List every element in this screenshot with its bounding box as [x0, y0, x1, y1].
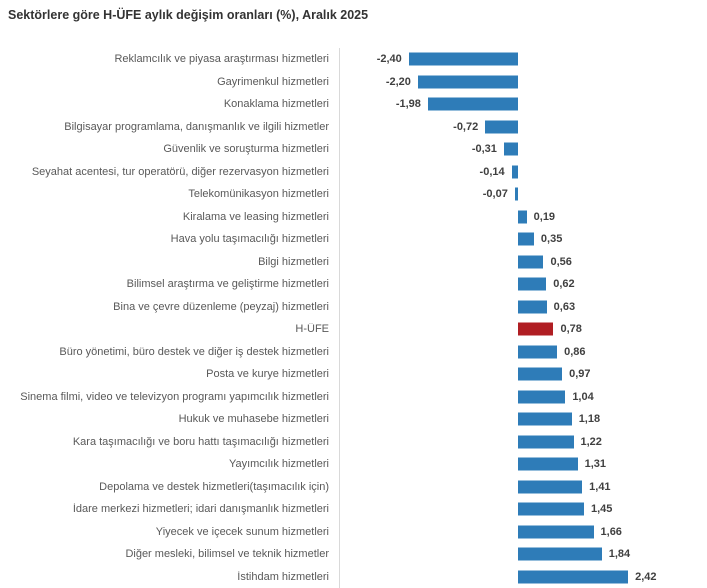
value-label: 1,45: [590, 503, 613, 516]
chart-row: [0, 296, 707, 319]
value-label: 1,41: [589, 480, 611, 493]
bar-track: [339, 408, 707, 431]
bar: [518, 548, 602, 561]
value-label: 1,66: [600, 525, 622, 538]
category-label: Kara taşımacılığı ve boru hattı taşımacılığı hizmetleri: [72, 435, 329, 448]
chart-row: [0, 138, 707, 161]
category-label: Kiralama ve leasing hizmetleri: [182, 210, 329, 223]
bar: [428, 98, 518, 111]
bar: [512, 165, 518, 178]
plot-area: [0, 48, 707, 588]
category-label: Reklamcılık ve piyasa araştırması hizmetleri: [114, 53, 329, 66]
bar-track: [339, 116, 707, 139]
bar-track: [339, 543, 707, 566]
chart-row: [0, 161, 707, 184]
chart-row: [0, 341, 707, 364]
chart-row: [0, 363, 707, 386]
value-label: -2,40: [376, 53, 402, 66]
category-label: Konaklama hizmetleri: [223, 98, 329, 111]
bar: [518, 210, 527, 223]
chart-row: [0, 453, 707, 476]
bar: [518, 435, 574, 448]
bar-track: [339, 48, 707, 71]
category-label: Depolama ve destek hizmetleri(taşımacılık için): [99, 480, 329, 493]
bar-track: [339, 183, 707, 206]
category-label: Gayrimenkul hizmetleri: [217, 75, 329, 88]
category-label: Diğer mesleki, bilimsel ve teknik hizmetler: [125, 548, 329, 561]
category-label: Yayımcılık hizmetleri: [228, 458, 329, 471]
value-label: -0,14: [479, 165, 505, 178]
bar: [518, 300, 547, 313]
category-label: Güvenlik ve soruşturma hizmetleri: [163, 143, 329, 156]
category-label: Posta ve kurye hizmetleri: [206, 368, 329, 381]
value-label: -0,07: [482, 188, 508, 201]
category-label: Seyahat acentesi, tur operatörü, diğer rezervasyon hizmetleri: [31, 165, 329, 178]
chart-row: [0, 206, 707, 229]
chart-row: [0, 183, 707, 206]
chart-row: [0, 251, 707, 274]
category-label: Telekomünikasyon hizmetleri: [188, 188, 329, 201]
category-label: Hava yolu taşımacılığı hizmetleri: [170, 233, 329, 246]
chart-title: Sektörlere göre H-ÜFE aylık değişim oranları (%), Aralık 2025: [8, 8, 369, 22]
bar-track: [339, 93, 707, 116]
bar: [418, 75, 518, 88]
bar-track: [339, 566, 707, 588]
value-label: 1,31: [584, 458, 607, 471]
value-label: -2,20: [385, 75, 411, 88]
value-label: -1,98: [395, 98, 421, 111]
value-label: 1,18: [578, 413, 601, 426]
category-label: İdare merkezi hizmetleri; idari danışmanlık hizmetleri: [72, 503, 329, 516]
bar-track: [339, 296, 707, 319]
bar: [518, 480, 582, 493]
bar: [485, 120, 518, 133]
bar-track: [339, 273, 707, 296]
bar-track: [339, 476, 707, 499]
chart-row: [0, 498, 707, 521]
bar-track: [339, 363, 707, 386]
value-label: 0,62: [553, 278, 575, 291]
category-label: Yiyecek ve içecek sunum hizmetleri: [155, 525, 329, 538]
chart-row: [0, 71, 707, 94]
category-label: H-ÜFE: [295, 323, 329, 336]
category-label: Bina ve çevre düzenleme (peyzaj) hizmetleri: [113, 300, 329, 313]
chart-row: [0, 408, 707, 431]
chart-row: [0, 566, 707, 588]
value-label: 1,84: [608, 548, 631, 561]
bar: [518, 278, 546, 291]
bar: [518, 390, 565, 403]
category-label: İstihdam hizmetleri: [237, 570, 329, 583]
value-label: -0,31: [471, 143, 497, 156]
chart-row: [0, 431, 707, 454]
bar-track: [339, 498, 707, 521]
bar-track: [339, 206, 707, 229]
bar-track: [339, 161, 707, 184]
bar: [504, 143, 518, 156]
bar: [518, 233, 534, 246]
chart-row: [0, 543, 707, 566]
category-label: Büro yönetimi, büro destek ve diğer iş destek hizmetleri: [59, 345, 329, 358]
category-label: Bilgisayar programlama, danışmanlık ve ilgili hizmetler: [64, 120, 329, 133]
bar: [515, 188, 518, 201]
chart-row: [0, 318, 707, 341]
value-label: 0,56: [550, 255, 572, 268]
bar-track: [339, 521, 707, 544]
value-label: 0,19: [533, 210, 556, 223]
chart-row: [0, 273, 707, 296]
bar-track: [339, 318, 707, 341]
value-label: 1,22: [580, 435, 602, 448]
value-label: 1,04: [572, 390, 594, 403]
bar-track: [339, 228, 707, 251]
bar-track: [339, 341, 707, 364]
bar-track: [339, 251, 707, 274]
bar-track: [339, 138, 707, 161]
bar: [518, 255, 543, 268]
bar: [518, 368, 562, 381]
category-label: Bilgi hizmetleri: [258, 255, 329, 268]
bar-highlight: [518, 323, 553, 336]
value-label: 0,86: [564, 345, 586, 358]
bar: [518, 458, 578, 471]
chart-row: [0, 93, 707, 116]
value-label: 2,42: [635, 570, 657, 583]
bar: [518, 413, 572, 426]
bar: [409, 53, 518, 66]
bar-track: [339, 431, 707, 454]
chart-row: [0, 116, 707, 139]
chart-row: [0, 521, 707, 544]
category-label: Bilimsel araştırma ve geliştirme hizmetleri: [126, 278, 329, 291]
category-label: Hukuk ve muhasebe hizmetleri: [178, 413, 329, 426]
bar: [518, 570, 628, 583]
category-label: Sinema filmi, video ve televizyon programı yapımcılık hizmetleri: [20, 390, 329, 403]
bar: [518, 525, 594, 538]
bar-track: [339, 386, 707, 409]
chart-row: [0, 476, 707, 499]
bar: [518, 503, 584, 516]
bar-track: [339, 453, 707, 476]
bar: [518, 345, 557, 358]
chart-row: [0, 386, 707, 409]
value-label: 0,97: [569, 368, 591, 381]
chart-row: [0, 48, 707, 71]
value-label: 0,78: [560, 323, 582, 336]
chart-row: [0, 228, 707, 251]
bar-track: [339, 71, 707, 94]
value-label: 0,35: [540, 233, 563, 246]
value-label: 0,63: [553, 300, 576, 313]
value-label: -0,72: [453, 120, 479, 133]
